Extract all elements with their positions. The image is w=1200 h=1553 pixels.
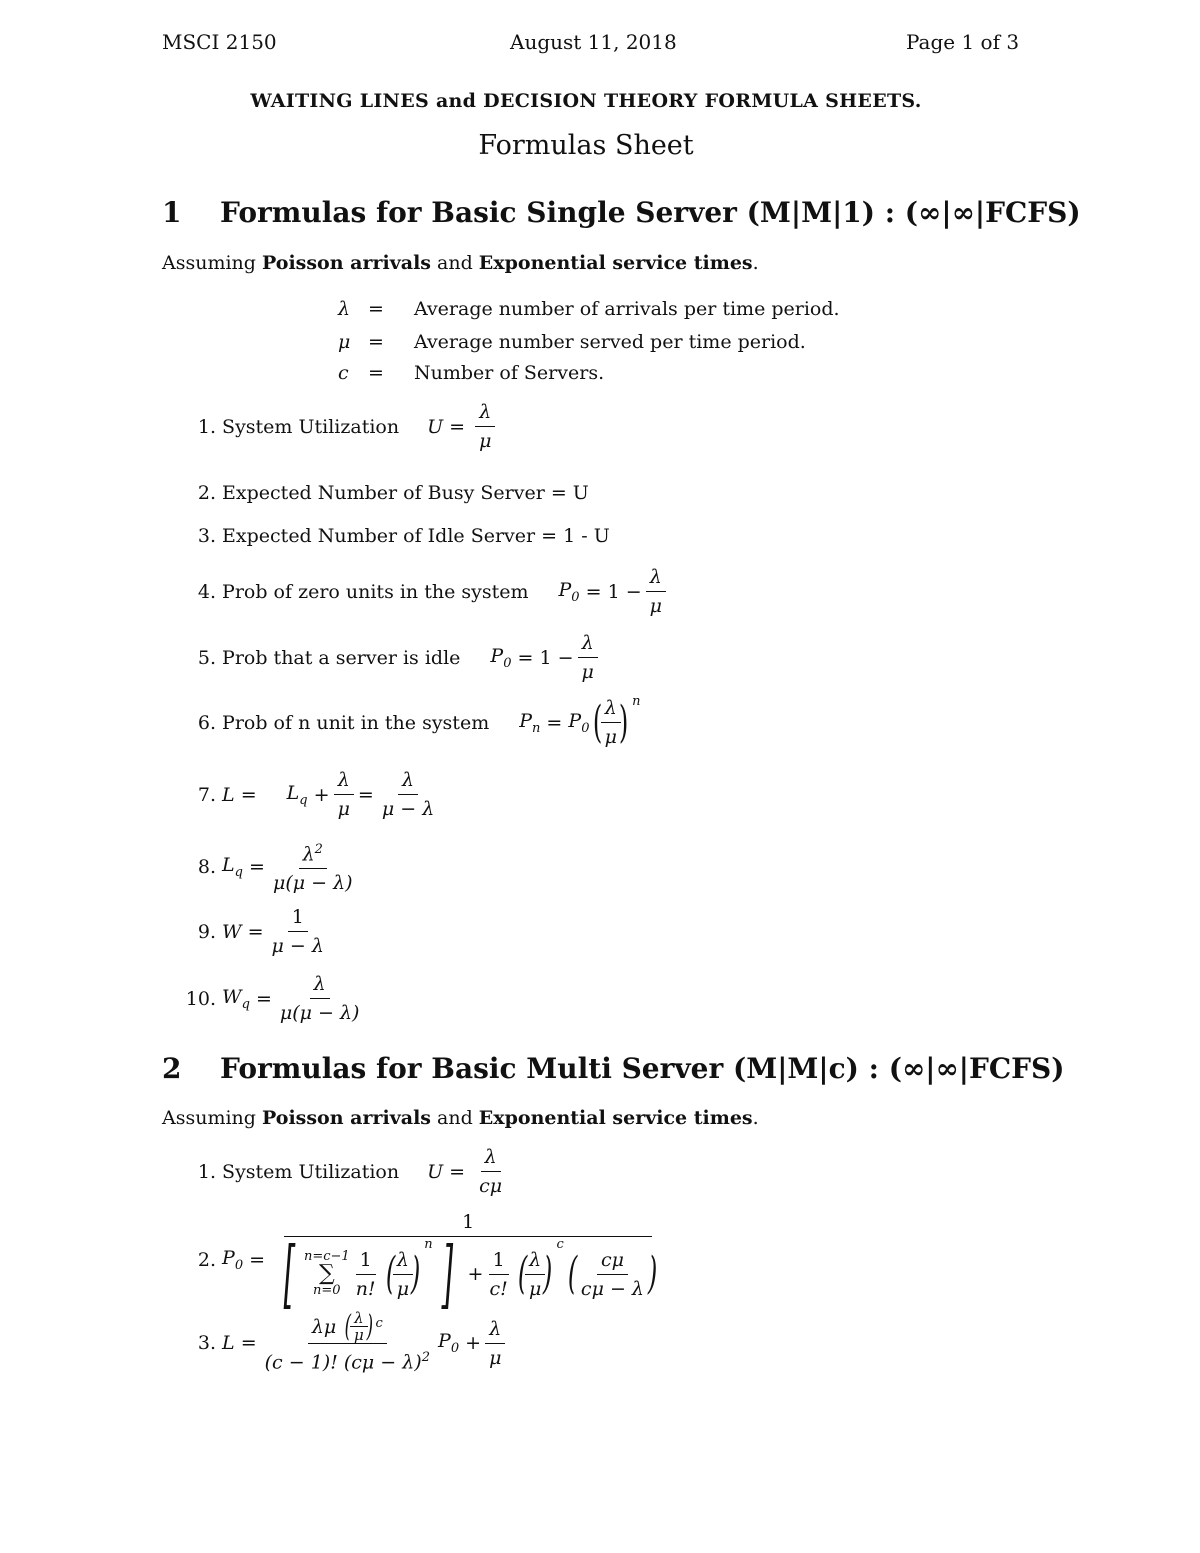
formula-item: 9. W = $\frac{1}{\mu - \lambda}$ — [186, 903, 332, 960]
formula-item: 2. $P_0$ = 1 [ n=c−1 ∑ n=0 $\frac{1}{n!}$ ( $\frac{\lambda}{\mu}$ ) n ] + $\frac{1}{c!}$ ( $\frac{\lambda}{\mu}$ ) c ( $\frac{c\mu}{c\mu - \lambda}$ ) — [186, 1208, 669, 1311]
section-title: Formulas for Basic Single Server (M|M|1) : (∞|∞|FCFS) — [220, 196, 1081, 229]
section-title: Formulas for Basic Multi Server (M|M|c) : (∞|∞|FCFS) — [220, 1052, 1065, 1085]
formula-item: 5. Prob that a server is idle $P_0$ = 1 − $\frac{\lambda}{\mu}$ — [186, 629, 602, 686]
page-number: Page 1 of 3 — [906, 30, 1020, 54]
formula-item: 10. $W_q$ = $\frac{\lambda}{\mu(\mu - \lambda)}$ — [176, 970, 367, 1027]
section-1-assumption: Assuming Poisson arrivals and Exponential service times. — [162, 252, 759, 274]
formula-item: 1. System Utilization U = $\frac{\lambda}{c\mu}$ — [186, 1143, 510, 1200]
formula-item: 4. Prob of zero units in the system $P_0$ = 1 − $\frac{\lambda}{\mu}$ — [186, 563, 670, 620]
page-title: Formulas Sheet — [478, 130, 694, 161]
formula-item: 6. Prob of n unit in the system $P_n$ = $P_0$ ( $\frac{\lambda}{\mu}$ ) $^n$ — [197, 694, 641, 748]
formula-item: 7. L = $L_q$ + $\frac{\lambda}{\mu}$ = $\frac{\lambda}{\mu - \lambda}$ — [186, 766, 442, 823]
header-date: August 11, 2018 — [510, 30, 677, 54]
formula-item: 2. Expected Number of Busy Server = U — [197, 482, 589, 504]
section-1-heading — [162, 196, 1081, 229]
section-number: 1 — [162, 196, 182, 229]
formula-item: 8. $L_q$ = $\frac{\lambda^2}{\mu(\mu - \lambda)}$ — [186, 836, 361, 897]
section-2-heading — [162, 1052, 1064, 1085]
section-2-assumption: Assuming Poisson arrivals and Exponential service times. — [162, 1107, 759, 1129]
formula-item: 1. System Utilization U = $\frac{\lambda}{\mu}$ — [186, 398, 499, 455]
definition-row: μ = Average number served per time period. — [338, 331, 806, 353]
definition-row: λ = Average number of arrivals per time period. — [338, 298, 840, 320]
definition-row: c = Number of Servers. — [338, 362, 605, 384]
section-number: 2 — [162, 1052, 182, 1085]
formula-item: 3. Expected Number of Idle Server = 1 - U — [197, 525, 610, 547]
formula-item: 3. L = λμ ( $\frac{\lambda}{\mu}$ ) c (c − 1)! $(c\mu - \lambda)^2$ $P_0$ + $\frac{\lambda}{\mu}$ — [186, 1310, 509, 1376]
course-code: MSCI 2150 — [162, 30, 277, 54]
sheet-title: WAITING LINES and DECISION THEORY FORMULA SHEETS. — [250, 90, 922, 112]
